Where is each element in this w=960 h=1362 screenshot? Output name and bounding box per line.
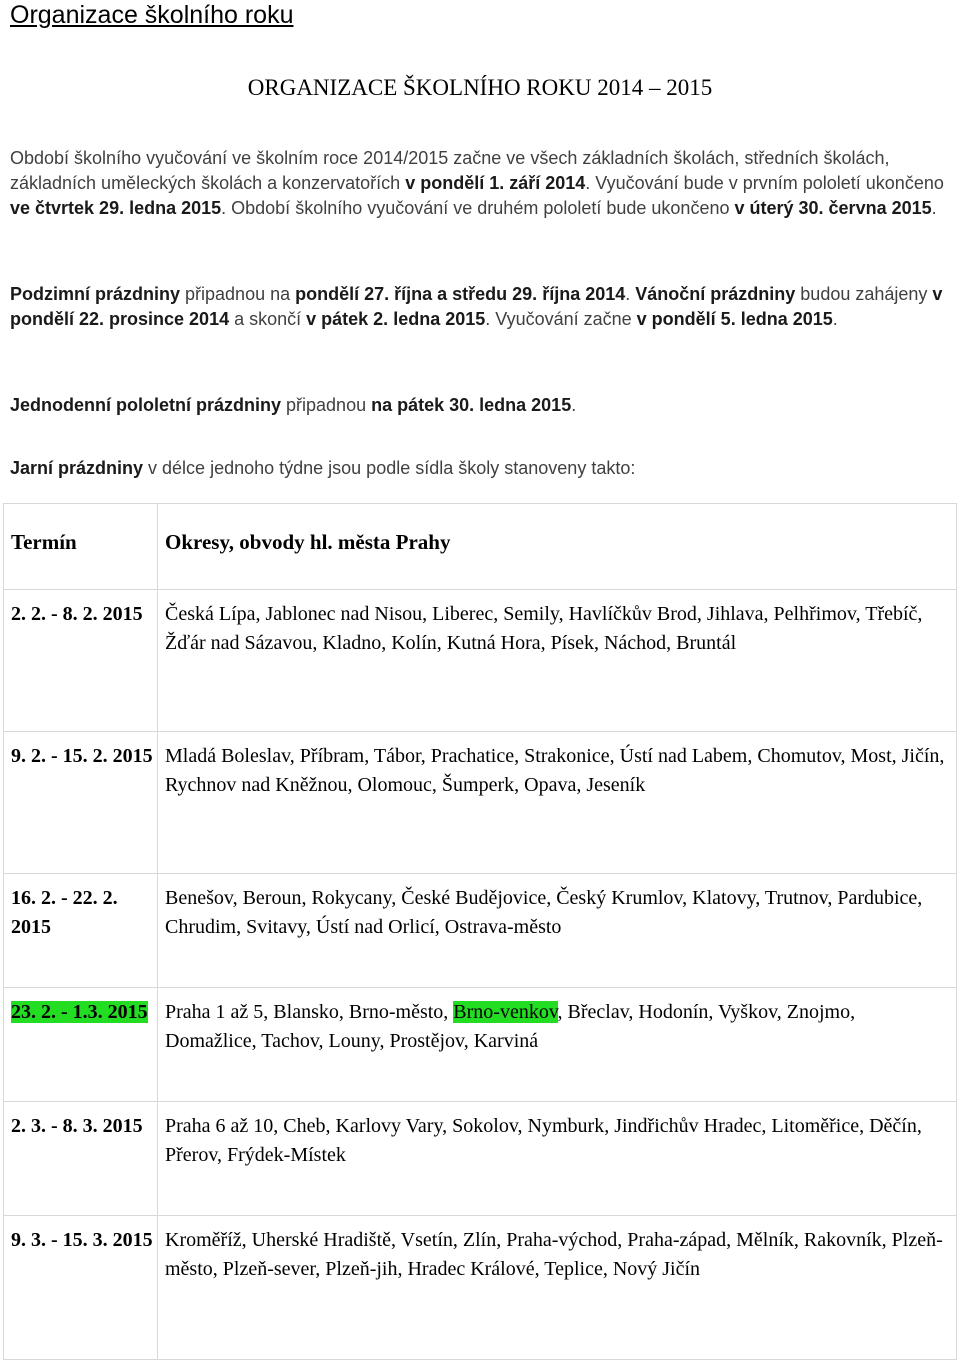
paragraph-midterm-break [10,393,950,418]
text: , Břeclav, Hodonín, Vyškov, Znojmo, Domažlice, Tachov, Louny, Prostějov, Karviná [165,1001,856,1052]
document-title: ORGANIZACE ŠKOLNÍHO ROKU 2014 – 2015 [247,75,713,100]
bold-date: v úterý 30. června 2015 [734,198,932,218]
row-places [158,988,957,1102]
bold-term: Vánoční prázdniny [635,284,796,304]
row-term: 2. 3. - 8. 3. 2015 [4,1102,158,1216]
table-row [4,1216,957,1360]
bold-date: v pátek 2. ledna 2015 [306,309,486,329]
text: připadnou [281,395,372,415]
row-term: 9. 3. - 15. 3. 2015 [4,1216,158,1360]
bold-date: v pondělí 1. září 2014 [405,173,586,193]
table-row [4,988,957,1102]
bold-date: v pondělí 5. ledna 2015 [636,309,833,329]
text: připadnou na [180,284,296,304]
table-row [4,1102,957,1216]
text: v délce jednoho týdne jsou podle sídla školy stanoveny takto: [143,458,636,478]
text: Období školního vyučování ve školním roce 2014/2015 začne ve všech základních školách, středních školách, základních uměleckých školách a konzervatořích [10,148,890,193]
table-row [4,590,957,732]
text: . [931,198,937,218]
bold-term: Podzimní prázdniny [10,284,181,304]
text: Praha 1 až 5, Blansko, Brno-město, [165,1001,454,1023]
header-places [158,504,957,590]
text: . Období školního vyučování ve druhém pololetí bude ukončeno [221,198,735,218]
bold-date: ve čtvrtek 29. ledna 2015 [10,198,222,218]
text: . [571,395,577,415]
bold-term: Jednodenní pololetní prázdniny [10,395,282,415]
row-term [4,988,158,1102]
highlighted-term: 23. 2. - 1.3. 2015 [11,1001,148,1023]
text: . Vyučování bude v prvním pololetí ukončeno [585,173,944,193]
paragraph-school-year [10,146,950,221]
text: . [832,309,838,329]
text: a skončí [229,309,307,329]
header-places-label: Okresy, obvody hl. města Prahy [165,530,451,554]
row-places: Benešov, Beroun, Rokycany, České Budějovice, Český Krumlov, Klatovy, Trutnov, Pardubice, Chrudim, Svitavy, Ústí nad Orlicí, Ostrava-město [158,874,957,988]
paragraph-holidays [10,282,950,332]
header-term [4,504,158,590]
page-heading[interactable]: Organizace školního roku [10,1,294,29]
bold-term: Jarní prázdniny [10,458,144,478]
highlighted-place: Brno-venkov [453,1001,558,1023]
paragraph-spring-break [10,456,950,481]
row-places: Kroměříž, Uherské Hradiště, Vsetín, Zlín, Praha-východ, Praha-západ, Mělník, Rakovník, Plzeň-město, Plzeň-sever, Plzeň-jih, Hradec Králové, Teplice, Nový Jičín [158,1216,957,1360]
table-row [4,874,957,988]
table-header-row [4,504,957,590]
row-term: 16. 2. - 22. 2. 2015 [4,874,158,988]
row-places: Praha 6 až 10, Cheb, Karlovy Vary, Sokolov, Nymburk, Jindřichův Hradec, Litoměřice, Děčín, Přerov, Frýdek-Místek [158,1102,957,1216]
row-term: 9. 2. - 15. 2. 2015 [4,732,158,874]
bold-date: v pondělí 22. prosince 2014 [10,284,943,329]
text: . Vyučování začne [485,309,637,329]
header-term-label: Termín [11,530,77,554]
row-term: 2. 2. - 8. 2. 2015 [4,590,158,732]
row-places: Mladá Boleslav, Příbram, Tábor, Prachatice, Strakonice, Ústí nad Labem, Chomutov, Most, Jičín, Rychnov nad Kněžnou, Olomouc, Šumperk, Opava, Jeseník [158,732,957,874]
text: . [625,284,636,304]
spring-break-table [3,503,957,1360]
bold-date: pondělí 27. října a středu 29. října 2014 [295,284,626,304]
row-places: Česká Lípa, Jablonec nad Nisou, Liberec, Semily, Havlíčkův Brod, Jihlava, Pelhřimov, Třebíč, Žďár nad Sázavou, Kladno, Kolín, Kutná Hora, Písek, Náchod, Bruntál [158,590,957,732]
table-row [4,732,957,874]
bold-date: na pátek 30. ledna 2015 [371,395,572,415]
text: budou zahájeny [795,284,933,304]
